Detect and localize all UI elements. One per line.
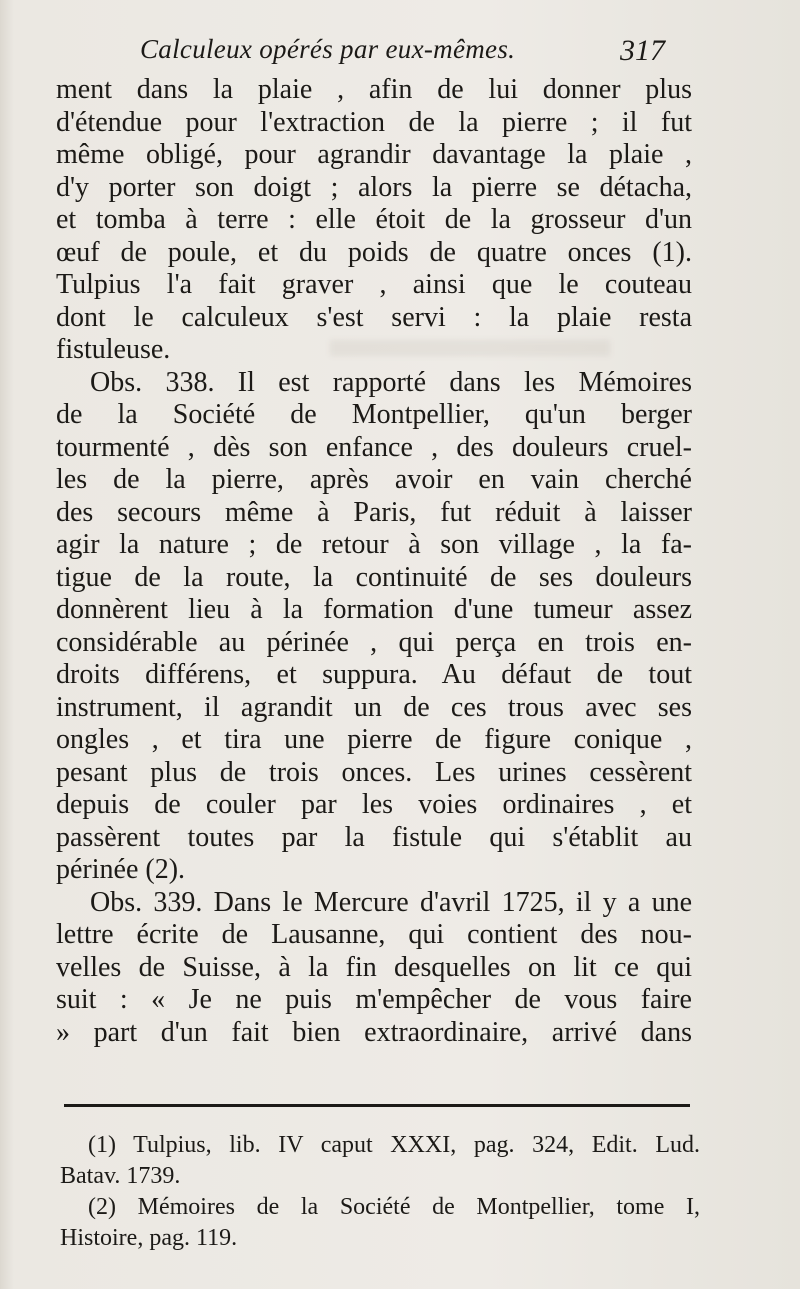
text-line: passèrent toutes par la fistule qui s'établit au bbox=[56, 821, 692, 853]
text-line: œuf de poule, et du poids de quatre onces (1). bbox=[56, 236, 692, 268]
footnote-divider bbox=[64, 1104, 690, 1107]
text-line: agir la nature ; de retour à son village , la fa- bbox=[56, 529, 692, 560]
text-line: tourmenté , dès son enfance , des douleurs cruel- bbox=[56, 431, 692, 463]
footnote-1-continued: Batav. 1739. bbox=[60, 1163, 181, 1189]
running-title: Calculeux opérés par eux-mêmes. bbox=[140, 34, 516, 64]
text-line: d'y porter son doigt ; alors la pierre se détacha, bbox=[56, 171, 692, 203]
text-line: droits différens, et suppura. Au défaut de tout bbox=[56, 659, 692, 690]
text-line: velles de Suisse, à la fin desquelles on lit ce qui bbox=[56, 951, 692, 983]
footnote-1: (1) Tulpius, lib. IV caput XXXI, pag. 324, Edit. Lud. bbox=[88, 1132, 700, 1158]
text-line: depuis de couler par les voies ordinaires , et bbox=[56, 789, 692, 820]
observation-339-line: Obs. 339. Dans le Mercure d'avril 1725, il y a une bbox=[90, 886, 692, 918]
text-line: pesant plus de trois onces. Les urines cessèrent bbox=[56, 756, 692, 788]
text-line: d'étendue pour l'extraction de la pierre ; il fut bbox=[56, 106, 692, 138]
text-line: et tomba à terre : elle étoit de la grosseur d'un bbox=[56, 204, 692, 235]
footnotes bbox=[60, 1130, 700, 1254]
text-line: ment dans la plaie , afin de lui donner plus bbox=[56, 74, 692, 105]
text-line: dont le calculeux s'est servi : la plaie resta bbox=[56, 301, 692, 333]
text-line: des secours même à Paris, fut réduit à laisser bbox=[56, 496, 692, 528]
text-line: périnée (2). bbox=[56, 854, 186, 885]
text-line: suit : « Je ne puis m'empêcher de vous faire bbox=[56, 984, 692, 1015]
footnote-2-continued: Histoire, pag. 119. bbox=[60, 1225, 238, 1251]
text-line: lettre écrite de Lausanne, qui contient des nou- bbox=[56, 919, 692, 950]
text-line: instrument, il agrandit un de ces trous avec ses bbox=[56, 691, 692, 723]
main-text bbox=[56, 74, 692, 1049]
text-line: donnèrent lieu à la formation d'une tumeur assez bbox=[56, 594, 692, 625]
observation-338-line: Obs. 338. Il est rapporté dans les Mémoires bbox=[90, 366, 692, 398]
text-line: de la Société de Montpellier, qu'un berger bbox=[56, 399, 692, 430]
page-number: 317 bbox=[620, 34, 665, 67]
text-line: les de la pierre, après avoir en vain cherché bbox=[56, 464, 692, 495]
text-line: ongles , et tira une pierre de figure conique , bbox=[56, 724, 692, 755]
text-line: fistuleuse. bbox=[56, 334, 171, 365]
footnote-2: (2) Mémoires de la Société de Montpellier, tome I, bbox=[88, 1194, 700, 1220]
text-line: Tulpius l'a fait graver , ainsi que le couteau bbox=[56, 269, 692, 300]
text-line: » part d'un fait bien extraordinaire, arrivé dans bbox=[56, 1016, 692, 1048]
text-line: même obligé, pour agrandir davantage la plaie , bbox=[56, 139, 692, 170]
text-line: tigue de la route, la continuité de ses douleurs bbox=[56, 561, 692, 593]
text-line: considérable au périnée , qui perça en trois en- bbox=[56, 626, 692, 658]
